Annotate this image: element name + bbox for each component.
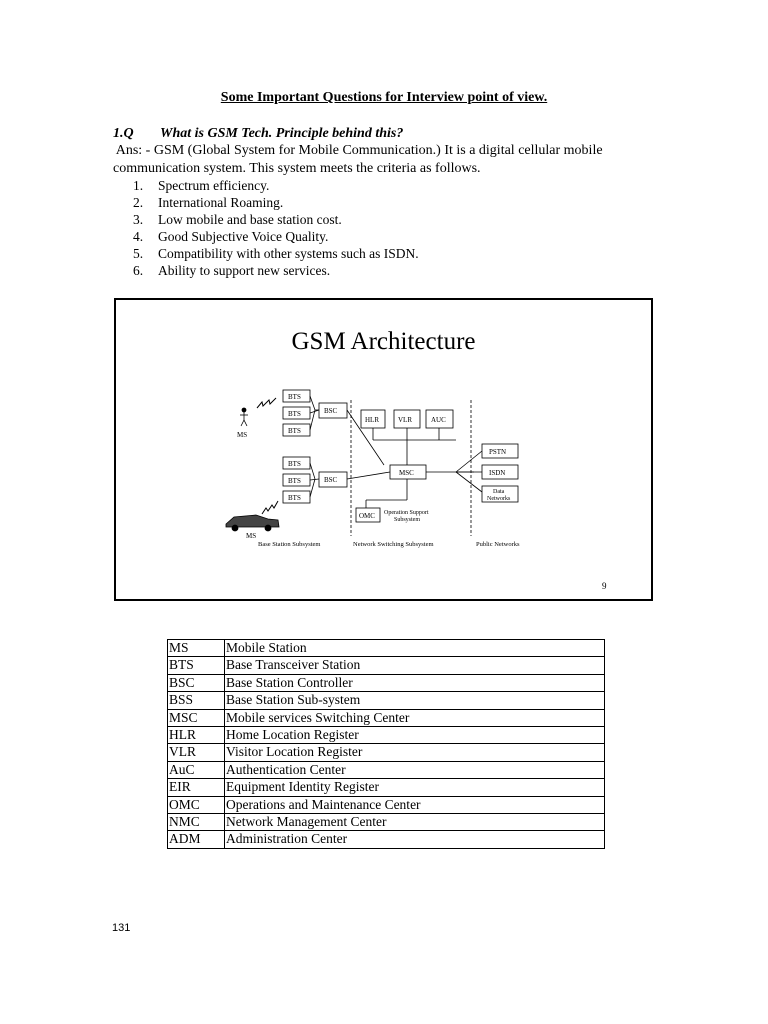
oss-label-line-1: Operation Support bbox=[384, 510, 429, 516]
table-row bbox=[168, 657, 605, 674]
page-title: Some Important Questions for Interview point of view. bbox=[220, 90, 548, 105]
auc-label: AUC bbox=[431, 416, 446, 424]
oss-label-line-2: Subsystem bbox=[394, 517, 421, 523]
list-item-text: Low mobile and base station cost. bbox=[158, 212, 342, 227]
question-heading bbox=[113, 126, 403, 142]
table-row bbox=[168, 813, 605, 830]
list-item-text: Good Subjective Voice Quality. bbox=[158, 229, 329, 244]
radio-link-icon bbox=[257, 398, 276, 408]
abbreviation-cell: NMC bbox=[168, 813, 225, 830]
vlr-label: VLR bbox=[398, 416, 412, 424]
table-row bbox=[168, 709, 605, 726]
list-item-text: International Roaming. bbox=[158, 195, 284, 210]
definition-cell: Base Transceiver Station bbox=[225, 657, 605, 674]
bsc-label: BSC bbox=[324, 476, 338, 484]
list-item bbox=[133, 177, 419, 194]
abbreviation-cell: HLR bbox=[168, 726, 225, 743]
page-number: 131 bbox=[112, 922, 131, 934]
list-item bbox=[133, 211, 419, 228]
omc-label: OMC bbox=[359, 512, 375, 520]
definition-cell: Network Management Center bbox=[225, 813, 605, 830]
slide-number: 9 bbox=[602, 581, 607, 591]
abbreviation-cell: BSS bbox=[168, 692, 225, 709]
abbreviation-cell: MS bbox=[168, 640, 225, 657]
data-networks-label-line-1: Data bbox=[493, 489, 505, 495]
definition-cell: Base Station Controller bbox=[225, 674, 605, 691]
abbreviation-cell: VLR bbox=[168, 744, 225, 761]
ms-bottom-label: MS bbox=[246, 532, 257, 540]
table-row bbox=[168, 726, 605, 743]
list-item bbox=[133, 245, 419, 262]
bts-label: BTS bbox=[288, 410, 301, 418]
hlr-label: HLR bbox=[365, 416, 379, 424]
ms-top-label: MS bbox=[237, 431, 248, 439]
question-text: What is GSM Tech. Principle behind this? bbox=[160, 126, 404, 141]
bsc-label: BSC bbox=[324, 407, 338, 415]
mobile-station-person-icon bbox=[240, 408, 248, 426]
list-item-number: 2. bbox=[133, 195, 144, 210]
definition-cell: Equipment Identity Register bbox=[225, 779, 605, 796]
list-item-text: Ability to support new services. bbox=[158, 263, 331, 278]
list-item-number: 6. bbox=[133, 263, 144, 278]
abbreviation-cell: AuC bbox=[168, 761, 225, 778]
answer-line-1: Ans: - GSM (Global System for Mobile Communication.) It is a digital cellular mobile bbox=[113, 143, 603, 158]
bts-label: BTS bbox=[288, 427, 301, 435]
definition-cell: Home Location Register bbox=[225, 726, 605, 743]
bts-label: BTS bbox=[288, 494, 301, 502]
definition-cell: Authentication Center bbox=[225, 761, 605, 778]
definition-cell: Visitor Location Register bbox=[225, 744, 605, 761]
data-networks-label-line-2: Networks bbox=[487, 496, 511, 502]
table-row bbox=[168, 779, 605, 796]
table-row bbox=[168, 674, 605, 691]
radio-link-icon bbox=[262, 501, 278, 514]
list-item-number: 1. bbox=[133, 178, 144, 193]
criteria-list bbox=[133, 177, 419, 279]
list-item-number: 4. bbox=[133, 229, 144, 244]
definition-cell: Operations and Maintenance Center bbox=[225, 796, 605, 813]
pn-caption: Public Networks bbox=[476, 541, 520, 548]
list-item bbox=[133, 194, 419, 211]
bss-caption: Base Station Subsystem bbox=[258, 541, 321, 548]
answer-paragraph bbox=[113, 142, 653, 178]
table-row bbox=[168, 640, 605, 657]
table-row bbox=[168, 744, 605, 761]
list-item-number: 3. bbox=[133, 212, 144, 227]
list-item-text: Spectrum efficiency. bbox=[158, 178, 270, 193]
list-item-number: 5. bbox=[133, 246, 144, 261]
nss-caption: Network Switching Subsystem bbox=[353, 541, 434, 548]
list-item bbox=[133, 228, 419, 245]
answer-line-2: communication system. This system meets the criteria as follows. bbox=[113, 161, 481, 176]
bts-label: BTS bbox=[288, 393, 301, 401]
table-row bbox=[168, 831, 605, 848]
gsm-architecture-diagram bbox=[116, 300, 651, 599]
car-icon bbox=[226, 515, 279, 531]
abbreviation-table bbox=[167, 639, 605, 849]
bts-label: BTS bbox=[288, 460, 301, 468]
abbreviation-cell: OMC bbox=[168, 796, 225, 813]
table-row bbox=[168, 761, 605, 778]
definition-cell: Administration Center bbox=[225, 831, 605, 848]
gsm-architecture-slide bbox=[114, 298, 653, 601]
slide-title: GSM Architecture bbox=[291, 328, 476, 355]
pstn-label: PSTN bbox=[489, 448, 507, 456]
list-item bbox=[133, 262, 419, 279]
abbreviation-cell: MSC bbox=[168, 709, 225, 726]
msc-label: MSC bbox=[399, 469, 414, 477]
definition-cell: Mobile services Switching Center bbox=[225, 709, 605, 726]
question-number: 1.Q bbox=[113, 126, 134, 141]
list-item-text: Compatibility with other systems such as ISDN. bbox=[158, 246, 419, 261]
bts-label: BTS bbox=[288, 477, 301, 485]
definition-cell: Mobile Station bbox=[225, 640, 605, 657]
definition-cell: Base Station Sub-system bbox=[225, 692, 605, 709]
isdn-label: ISDN bbox=[489, 469, 506, 477]
table-row bbox=[168, 796, 605, 813]
abbreviation-cell: EIR bbox=[168, 779, 225, 796]
table-row bbox=[168, 692, 605, 709]
abbreviation-cell: ADM bbox=[168, 831, 225, 848]
abbreviation-cell: BSC bbox=[168, 674, 225, 691]
abbreviation-cell: BTS bbox=[168, 657, 225, 674]
